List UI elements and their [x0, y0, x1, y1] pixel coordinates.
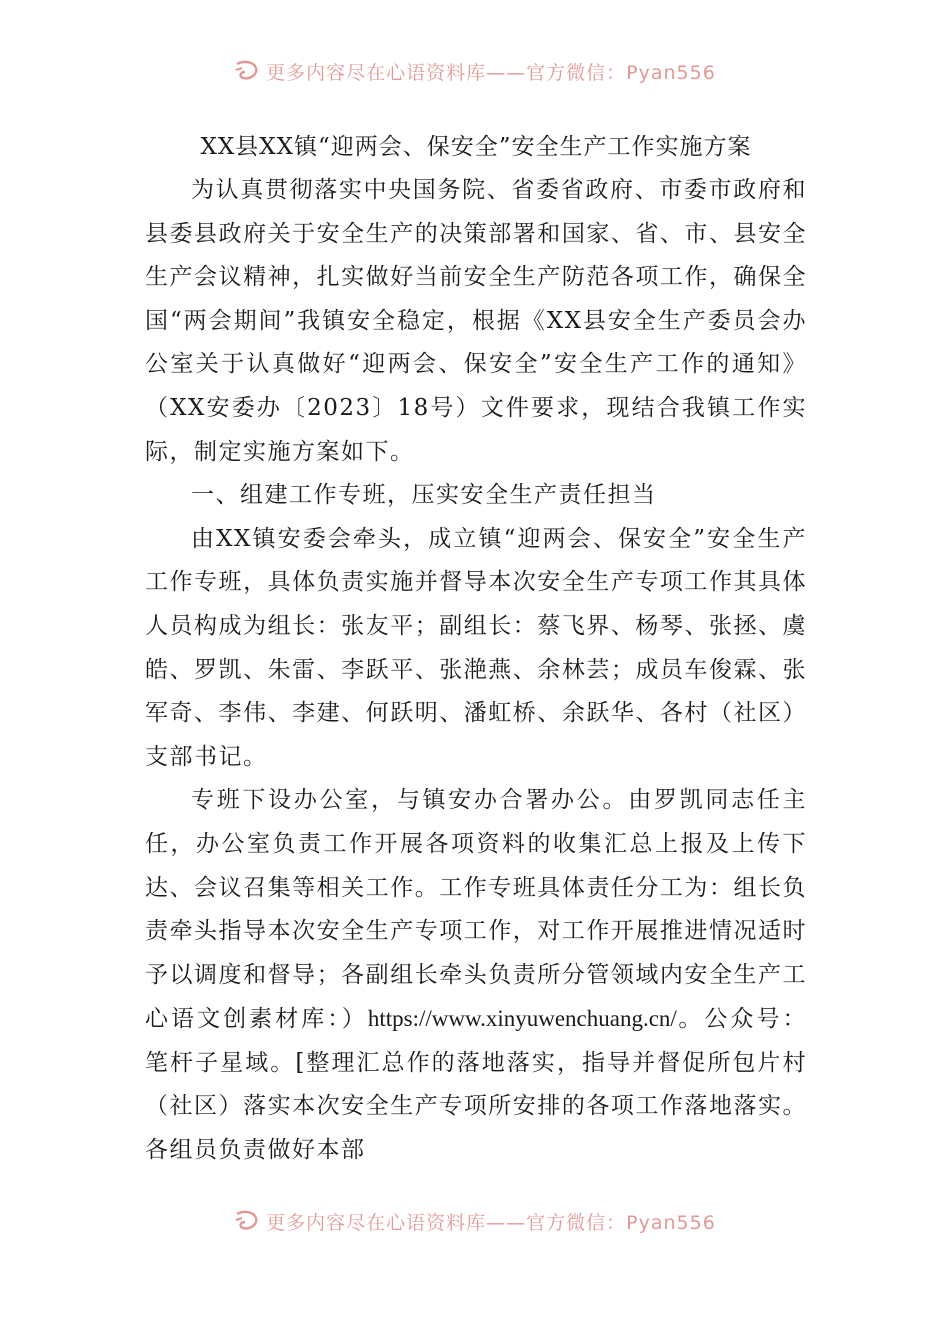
document-title: XX县XX镇“迎两会、保安全”安全生产工作实施方案: [200, 134, 752, 160]
watermark-logo-icon: [234, 1210, 260, 1232]
watermark-footer: [0, 1206, 950, 1236]
section-paragraph-office: [145, 779, 807, 1172]
watermark-text: 更多内容尽在心语资料库——官方微信：Pyan556: [266, 1211, 716, 1234]
document-body: [145, 126, 807, 1173]
section-paragraph-team: 由XX镇安委会牵头，成立镇“迎两会、保安全”安全生产工作专班，具体负责实施并督导本次安全生产专项工作其具体人员构成为组长：张友平；副组长：蔡飞界、杨琴、张拯、虞皓、罗凯、朱雷、李跃平、张滟燕、余林芸；成员车俊霖、张军奇、李伟、李建、何跃明、潘虹桥、余跃华、各村（社区）支部书记。: [145, 525, 807, 770]
office-text-part1: 专班下设办公室，与镇安办合署办公。由罗凯同志任主任，办公室负责工作开展各项资料的收集汇总上报及上传下达、会议召集等相关工作。工作专班具体责任分工为：组长负责牵头指导本次安全生产专项工作，对工作开展推进情况适时予以调度和督导；各副组长牵头负责所分管领域内安全生产工心语文创素材库：）: [145, 787, 807, 1033]
intro-paragraph: 为认真贯彻落实中央国务院、省委省政府、市委市政府和县委县政府关于安全生产的决策部署和国家、省、市、县安全生产会议精神，扎实做好当前安全生产防范各项工作，确保全国“两会期间”我镇安全稳定，根据《XX县安全生产委员会办公室关于认真做好“迎两会、保安全”安全生产工作的通知》（XX安委办〔2023〕18号）文件要求，现结合我镇工作实际，制定实施方案如下。: [145, 177, 807, 465]
watermark-logo-icon: [234, 60, 260, 82]
office-text-part2: 。公众号：笔杆子星域。[整理汇总作的落地落实，指导并督促所包片村（社区）落实本次安全生产专项所安排的各项工作落地落实。各组员负责做好本部: [145, 1006, 808, 1164]
source-url-link[interactable]: https://www.xinyuwenchuang.cn/: [367, 1006, 677, 1032]
watermark-header: [0, 56, 950, 86]
section-heading: 一、组建工作专班，压实安全生产责任担当: [191, 482, 657, 509]
watermark-text: 更多内容尽在心语资料库——官方微信：Pyan556: [266, 61, 716, 84]
